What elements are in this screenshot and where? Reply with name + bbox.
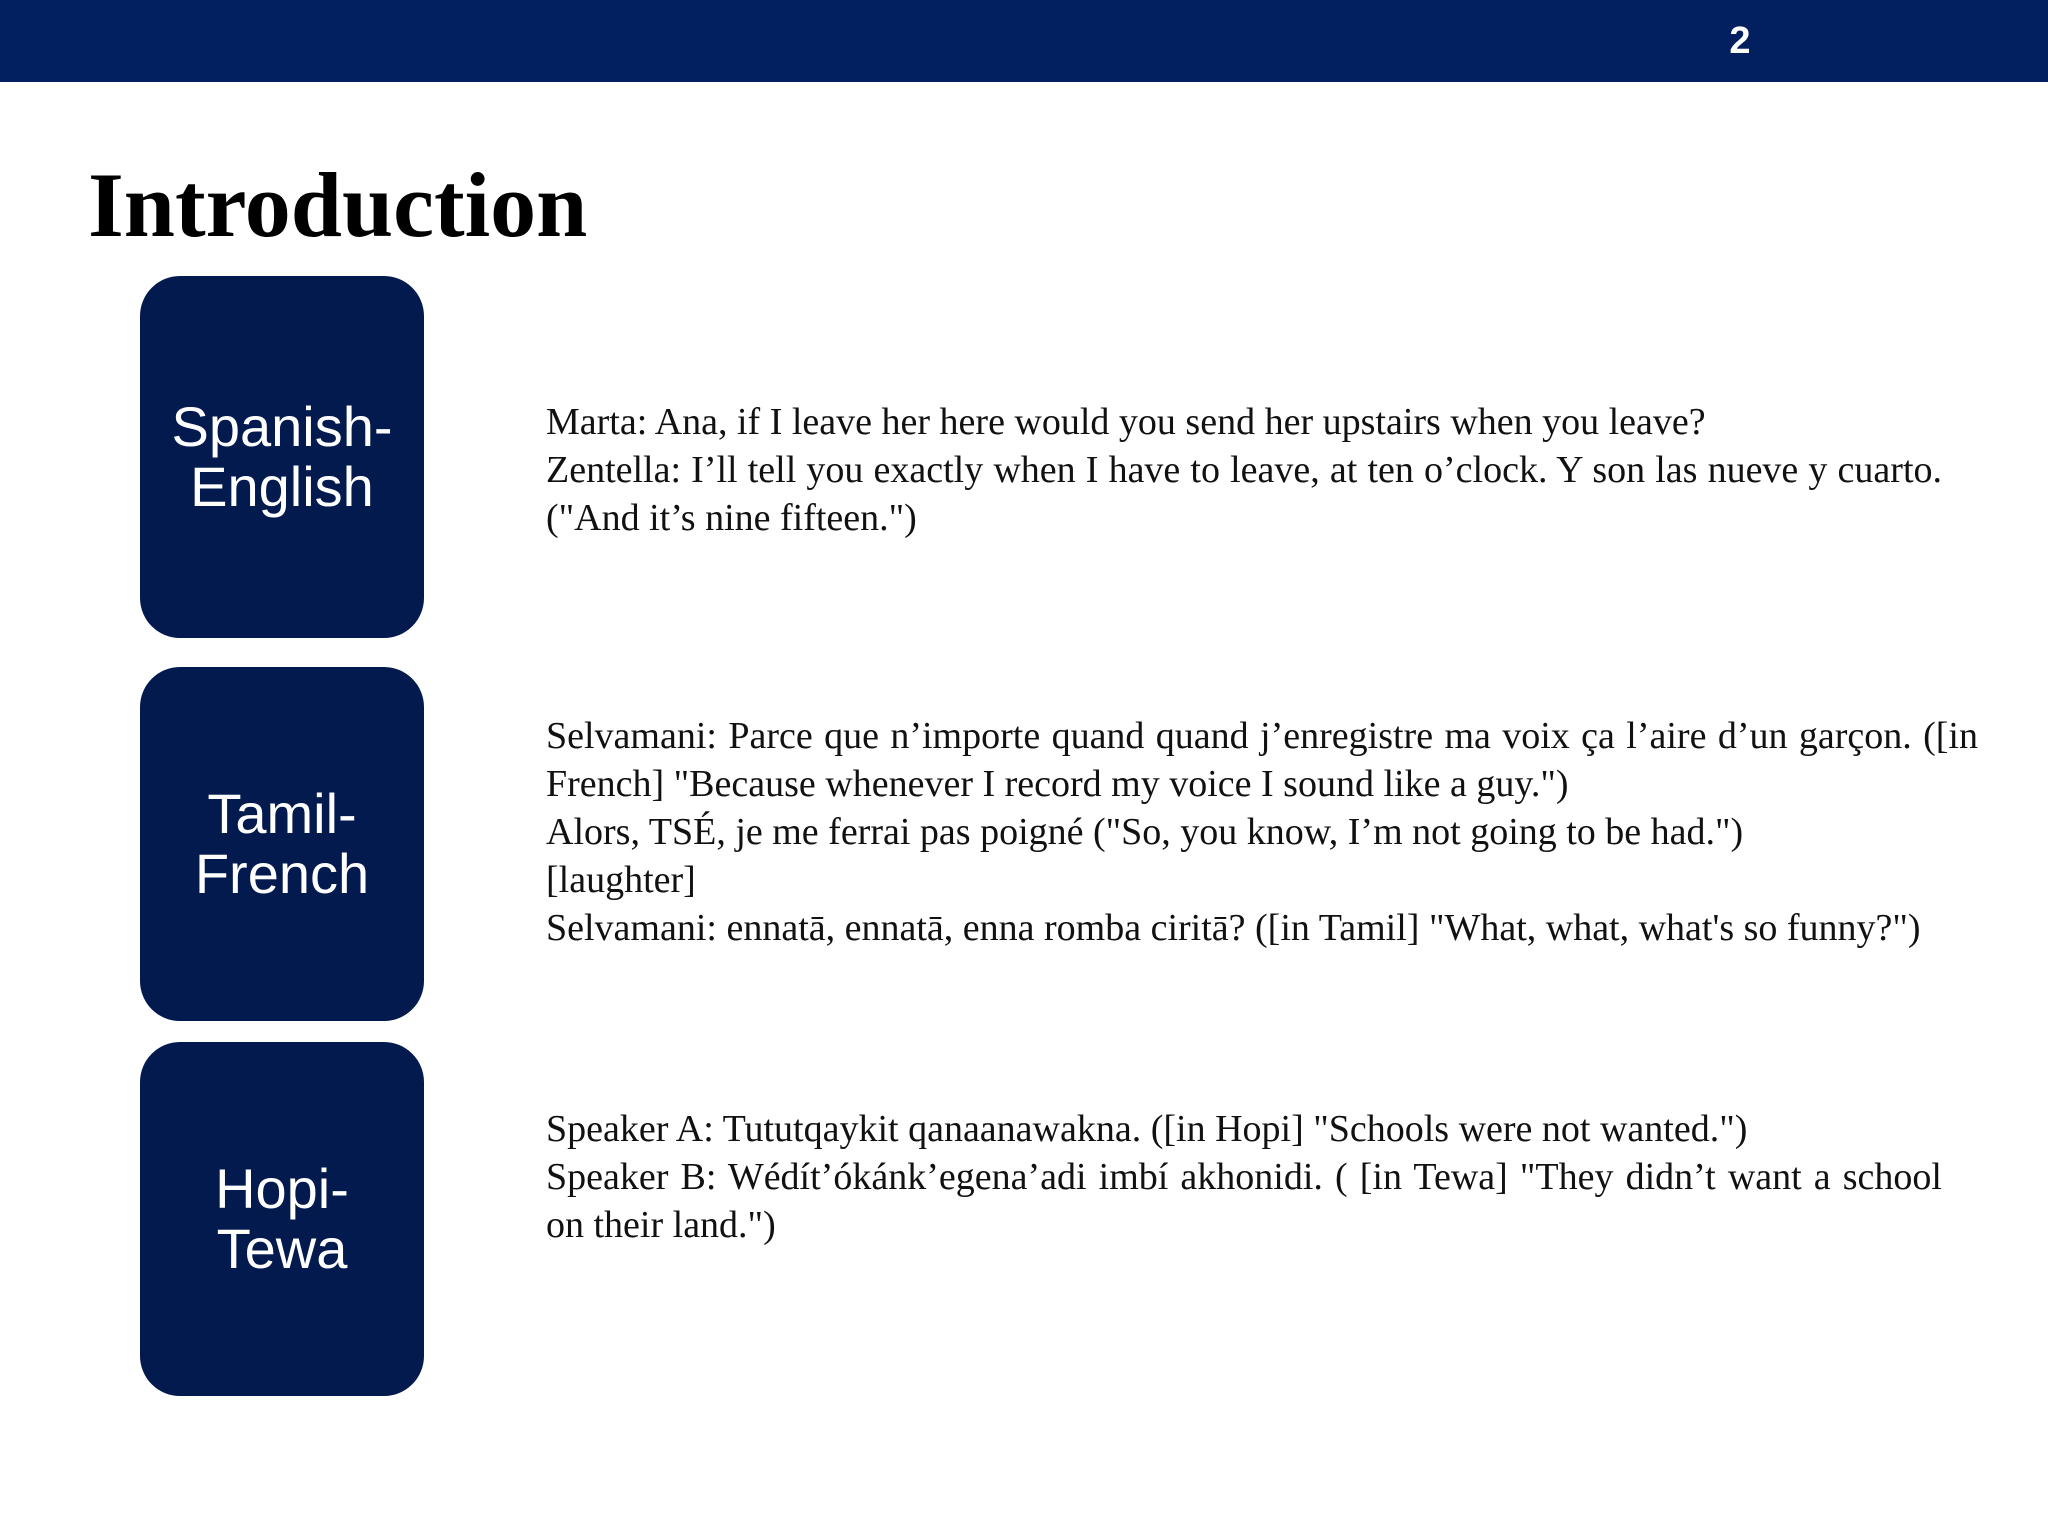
example-hopi-tewa (546, 1105, 1942, 1249)
language-pair-label: Spanish- English (171, 395, 393, 518)
example-line: Alors, TSÉ, je me ferrai pas poigné ("So, you know, I’m not going to be had.") (546, 811, 1744, 853)
example-spanish-english (546, 398, 1942, 542)
top-bar (0, 0, 2048, 82)
example-tamil-french (546, 712, 1978, 952)
page-number: 2 (1729, 20, 1751, 62)
language-pair-label: Tamil- French (194, 782, 370, 905)
language-pair-box-tamil-french (140, 667, 424, 1021)
language-pair-box-hopi-tewa (140, 1042, 424, 1396)
example-line: Speaker A: Tututqaykit qanaanawakna. ([in Hopi] "Schools were not wanted.") (546, 1108, 1748, 1150)
example-line: Marta: Ana, if I leave her here would you send her upstairs when you leave? (546, 401, 1706, 443)
example-line: Selvamani: ennatā, ennatā, enna romba ciritā? ([in Tamil] "What, what, what's so funny?") (546, 907, 1921, 949)
language-pair-box-spanish-english (140, 276, 424, 638)
example-line: [laughter] (546, 859, 696, 901)
language-pair-label: Hopi- Tewa (215, 1157, 349, 1280)
example-line: Speaker B: Wédít’ókánk’egena’adi imbí akhonidi. ( [in Tewa] "They didn’t want a school on their land.") (546, 1156, 1942, 1246)
slide-title: Introduction (88, 154, 588, 256)
example-line: Selvamani: Parce que n’importe quand quand j’enregistre ma voix ça l’aire d’un garçon. ([in French] "Because whenever I record my voice I sound like a guy.") (546, 715, 1978, 805)
example-line: Zentella: I’ll tell you exactly when I have to leave, at ten o’clock. Y son las nueve y cuarto. ("And it’s nine fifteen.") (546, 449, 1942, 539)
